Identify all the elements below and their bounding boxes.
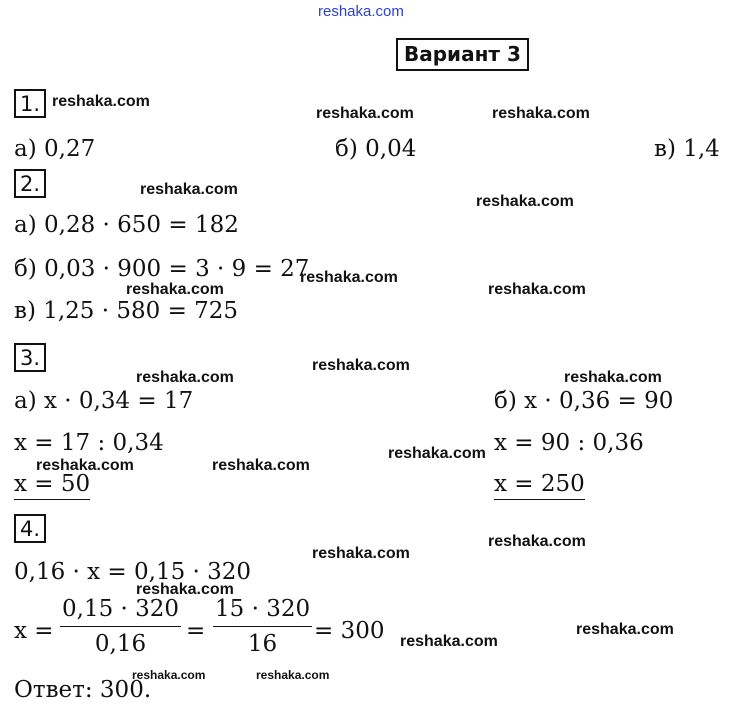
fraction-2-numerator: 15 · 320 bbox=[213, 598, 312, 627]
watermark-link[interactable]: reshaka.com bbox=[576, 621, 674, 638]
watermark-link[interactable]: reshaka.com bbox=[212, 457, 310, 474]
fraction-2-denominator: 16 bbox=[247, 631, 278, 657]
task-3b-equation: б) x · 0,36 = 90 bbox=[494, 388, 674, 414]
task-3a-answer bbox=[14, 473, 90, 496]
watermark-link[interactable]: reshaka.com bbox=[488, 281, 586, 298]
watermark-link[interactable]: reshaka.com bbox=[564, 369, 662, 386]
task-3a-answer-text: x = 50 bbox=[14, 471, 90, 500]
task-1-answer-c: в) 1,4 bbox=[654, 136, 720, 162]
task-4-number: 4. bbox=[14, 514, 46, 543]
watermark-top[interactable]: reshaka.com bbox=[318, 3, 404, 20]
task-3a-step: x = 17 : 0,34 bbox=[14, 430, 164, 456]
task-4-equation: 0,16 · x = 0,15 · 320 bbox=[14, 559, 252, 585]
fraction-1-numerator: 0,15 · 320 bbox=[60, 598, 181, 627]
watermark-link[interactable]: reshaka.com bbox=[300, 269, 398, 286]
watermark-link[interactable]: reshaka.com bbox=[136, 581, 234, 598]
task-3b-step: x = 90 : 0,36 bbox=[494, 430, 644, 456]
task-4-result: = 300 bbox=[314, 618, 385, 644]
variant-title: Вариант 3 bbox=[396, 38, 529, 71]
task-3b-answer bbox=[494, 473, 585, 496]
watermark-link[interactable]: reshaka.com bbox=[36, 457, 134, 474]
watermark-link[interactable]: reshaka.com bbox=[256, 668, 330, 682]
watermark-link[interactable]: reshaka.com bbox=[136, 369, 234, 386]
watermark-link[interactable]: reshaka.com bbox=[140, 181, 238, 198]
task-3a-equation: а) x · 0,34 = 17 bbox=[14, 388, 194, 414]
watermark-link[interactable]: reshaka.com bbox=[132, 668, 206, 682]
fraction-1-denominator: 0,16 bbox=[94, 631, 147, 657]
task-4-equals: = bbox=[186, 618, 206, 644]
watermark-link[interactable]: reshaka.com bbox=[476, 193, 574, 210]
watermark-link[interactable]: reshaka.com bbox=[492, 105, 590, 122]
task-2-answer-a: а) 0,28 · 650 = 182 bbox=[14, 212, 239, 238]
watermark-link[interactable]: reshaka.com bbox=[312, 357, 410, 374]
task-4-fraction-1 bbox=[60, 598, 181, 656]
watermark-link[interactable]: reshaka.com bbox=[488, 533, 586, 550]
task-3-number: 3. bbox=[14, 343, 46, 372]
watermark-link[interactable]: reshaka.com bbox=[312, 545, 410, 562]
task-2-answer-b: б) 0,03 · 900 = 3 · 9 = 27 bbox=[14, 256, 310, 282]
task-1-answer-a: а) 0,27 bbox=[14, 136, 96, 162]
task-1-answer-b: б) 0,04 bbox=[335, 136, 417, 162]
task-2-answer-c: в) 1,25 · 580 = 725 bbox=[14, 298, 239, 324]
task-3b-answer-text: x = 250 bbox=[494, 471, 585, 500]
task-1-number: 1. bbox=[14, 89, 46, 118]
task-4-fraction-2 bbox=[213, 598, 312, 656]
watermark-link[interactable]: reshaka.com bbox=[400, 633, 498, 650]
watermark-link[interactable]: reshaka.com bbox=[316, 105, 414, 122]
task-4-x-equals: x = bbox=[14, 618, 54, 644]
final-answer: Ответ: 300. bbox=[14, 677, 152, 703]
watermark-link[interactable]: reshaka.com bbox=[388, 445, 486, 462]
task-2-number: 2. bbox=[14, 169, 46, 198]
watermark-link[interactable]: reshaka.com bbox=[52, 93, 150, 110]
watermark-link[interactable]: reshaka.com bbox=[126, 281, 224, 298]
